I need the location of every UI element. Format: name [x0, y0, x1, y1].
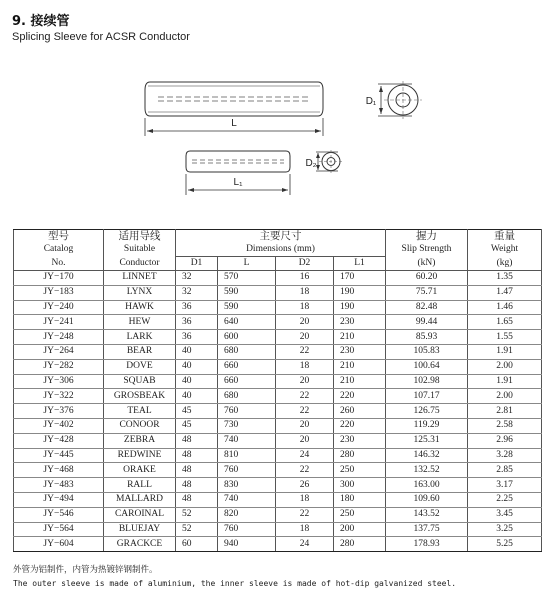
cell-weight: 1.47: [468, 285, 542, 300]
cell-d1: 60: [176, 537, 218, 552]
cell-slip: 100.64: [386, 359, 468, 374]
cell-l1: 280: [334, 537, 386, 552]
cell-weight: 2.25: [468, 492, 542, 507]
cell-d2: 18: [276, 300, 334, 315]
cell-conductor: TEAL: [104, 404, 176, 419]
cell-l1: 230: [334, 315, 386, 330]
table-row: [14, 463, 542, 478]
cell-l: 600: [218, 330, 276, 345]
cell-l1: 260: [334, 404, 386, 419]
table-row: [14, 344, 542, 359]
cell-catalog: JY−183: [14, 285, 104, 300]
table-row: [14, 374, 542, 389]
table-row: [14, 285, 542, 300]
table-row: [14, 271, 542, 286]
cell-conductor: LYNX: [104, 285, 176, 300]
cell-catalog: JY−170: [14, 271, 104, 286]
cell-d1: 48: [176, 433, 218, 448]
cell-d1: 36: [176, 330, 218, 345]
col-d1: D1: [176, 257, 218, 271]
col-catalog-en: Catalog: [14, 243, 104, 257]
cell-d2: 22: [276, 463, 334, 478]
cell-catalog: JY−564: [14, 522, 104, 537]
cell-conductor: LINNET: [104, 271, 176, 286]
cell-d2: 22: [276, 389, 334, 404]
table-row: [14, 389, 542, 404]
cell-d2: 26: [276, 478, 334, 493]
table-row: [14, 537, 542, 552]
cell-l1: 300: [334, 478, 386, 493]
cell-l: 810: [218, 448, 276, 463]
cell-l: 830: [218, 478, 276, 493]
cell-l: 940: [218, 537, 276, 552]
cell-weight: 3.25: [468, 522, 542, 537]
cell-d1: 48: [176, 492, 218, 507]
cell-weight: 5.25: [468, 537, 542, 552]
cell-catalog: JY−376: [14, 404, 104, 419]
cell-d1: 36: [176, 315, 218, 330]
cell-d1: 52: [176, 507, 218, 522]
cell-conductor: HAWK: [104, 300, 176, 315]
cell-weight: 1.46: [468, 300, 542, 315]
cell-l1: 200: [334, 522, 386, 537]
cell-slip: 146.32: [386, 448, 468, 463]
table-row: [14, 300, 542, 315]
cell-l: 760: [218, 404, 276, 419]
cell-l1: 190: [334, 285, 386, 300]
cell-d2: 22: [276, 344, 334, 359]
cell-l1: 210: [334, 330, 386, 345]
cell-catalog: JY−240: [14, 300, 104, 315]
table-row: [14, 433, 542, 448]
cell-slip: 178.93: [386, 537, 468, 552]
col-conductor-en: Suitable: [104, 243, 176, 257]
cell-catalog: JY−546: [14, 507, 104, 522]
cell-weight: 2.81: [468, 404, 542, 419]
cell-l1: 230: [334, 344, 386, 359]
cell-d2: 24: [276, 448, 334, 463]
cell-catalog: JY−306: [14, 374, 104, 389]
cell-l: 740: [218, 433, 276, 448]
cell-d1: 40: [176, 374, 218, 389]
cell-conductor: RALL: [104, 478, 176, 493]
cell-conductor: HEW: [104, 315, 176, 330]
cell-conductor: MALLARD: [104, 492, 176, 507]
cell-d1: 48: [176, 448, 218, 463]
cell-d1: 40: [176, 344, 218, 359]
cell-weight: 1.55: [468, 330, 542, 345]
cell-d2: 20: [276, 374, 334, 389]
cell-l1: 190: [334, 300, 386, 315]
cell-l1: 250: [334, 463, 386, 478]
col-l1: L1: [334, 257, 386, 271]
table-row: [14, 404, 542, 419]
cell-weight: 1.91: [468, 374, 542, 389]
cell-d2: 20: [276, 330, 334, 345]
cell-d2: 20: [276, 433, 334, 448]
cell-l1: 210: [334, 374, 386, 389]
col-d2: D2: [276, 257, 334, 271]
cell-conductor: CONOOR: [104, 418, 176, 433]
cell-d2: 24: [276, 537, 334, 552]
table-row: [14, 522, 542, 537]
cell-weight: 1.91: [468, 344, 542, 359]
cell-catalog: JY−264: [14, 344, 104, 359]
section-subtitle: Splicing Sleeve for ACSR Conductor: [12, 31, 190, 43]
footnote-zh: 外管为铝制件，内管为热镀锌钢制件。: [13, 565, 158, 575]
long-sleeve-end-view: [366, 81, 422, 119]
col-dimensions-en: Dimensions (mm): [176, 243, 386, 257]
table-row: [14, 418, 542, 433]
cell-d1: 45: [176, 404, 218, 419]
cell-l: 640: [218, 315, 276, 330]
cell-l: 820: [218, 507, 276, 522]
table-row: [14, 315, 542, 330]
cell-conductor: ORAKE: [104, 463, 176, 478]
cell-l: 680: [218, 389, 276, 404]
cell-slip: 75.71: [386, 285, 468, 300]
cell-l: 590: [218, 285, 276, 300]
cell-slip: 137.75: [386, 522, 468, 537]
cell-d1: 52: [176, 522, 218, 537]
spec-table: [13, 229, 542, 552]
cell-slip: 107.17: [386, 389, 468, 404]
cell-d1: 48: [176, 478, 218, 493]
table-row: [14, 448, 542, 463]
cell-l1: 210: [334, 359, 386, 374]
cell-d1: 36: [176, 300, 218, 315]
cell-weight: 2.85: [468, 463, 542, 478]
cell-l1: 280: [334, 448, 386, 463]
cell-catalog: JY−322: [14, 389, 104, 404]
short-sleeve-end-view: [305, 150, 343, 173]
cell-l1: 180: [334, 492, 386, 507]
cell-l: 570: [218, 271, 276, 286]
table-row: [14, 330, 542, 345]
cell-l1: 170: [334, 271, 386, 286]
cell-conductor: CAROINAL: [104, 507, 176, 522]
cell-slip: 119.29: [386, 418, 468, 433]
cell-catalog: JY−604: [14, 537, 104, 552]
cell-weight: 3.45: [468, 507, 542, 522]
col-weight-en: Weight: [468, 243, 542, 257]
cell-d2: 18: [276, 285, 334, 300]
cell-slip: 125.31: [386, 433, 468, 448]
col-catalog-zh: 型号: [14, 230, 104, 244]
cell-l: 760: [218, 522, 276, 537]
cell-catalog: JY−282: [14, 359, 104, 374]
cell-l: 730: [218, 418, 276, 433]
cell-conductor: ZEBRA: [104, 433, 176, 448]
long-dia-label: D₁: [365, 96, 377, 107]
cell-catalog: JY−428: [14, 433, 104, 448]
cell-slip: 99.44: [386, 315, 468, 330]
cell-slip: 109.60: [386, 492, 468, 507]
cell-catalog: JY−241: [14, 315, 104, 330]
cell-l: 590: [218, 300, 276, 315]
cell-l1: 220: [334, 389, 386, 404]
cell-l: 740: [218, 492, 276, 507]
long-length-label: L: [231, 118, 237, 129]
col-weight-zh: 重量: [468, 230, 542, 244]
cell-l1: 230: [334, 433, 386, 448]
col-slip-en: Slip Strength: [386, 243, 468, 257]
spec-table-body: [14, 271, 542, 552]
cell-catalog: JY−494: [14, 492, 104, 507]
cell-conductor: DOVE: [104, 359, 176, 374]
footnote-en: The outer sleeve is made of aluminium, the inner sleeve is made of hot-dip galvanized steel.: [13, 579, 457, 588]
cell-slip: 102.98: [386, 374, 468, 389]
col-weight-unit: (kg): [468, 257, 542, 271]
cell-slip: 126.75: [386, 404, 468, 419]
cell-conductor: BEAR: [104, 344, 176, 359]
col-conductor-unit: Conductor: [104, 257, 176, 271]
cell-catalog: JY−248: [14, 330, 104, 345]
cell-d2: 18: [276, 492, 334, 507]
cell-slip: 105.83: [386, 344, 468, 359]
cell-conductor: GROSBEAK: [104, 389, 176, 404]
cell-weight: 2.00: [468, 389, 542, 404]
col-catalog-unit: No.: [14, 257, 104, 271]
short-length-label: L₁: [233, 177, 243, 188]
cell-d2: 18: [276, 359, 334, 374]
cell-l: 660: [218, 359, 276, 374]
cell-conductor: LARK: [104, 330, 176, 345]
cell-slip: 85.93: [386, 330, 468, 345]
cell-d2: 20: [276, 315, 334, 330]
section-header: [12, 10, 190, 43]
table-row: [14, 492, 542, 507]
cell-conductor: SQUAB: [104, 374, 176, 389]
cell-l: 660: [218, 374, 276, 389]
cell-l: 760: [218, 463, 276, 478]
cell-catalog: JY−468: [14, 463, 104, 478]
cell-weight: 2.58: [468, 418, 542, 433]
cell-d1: 45: [176, 418, 218, 433]
cell-weight: 2.00: [468, 359, 542, 374]
cell-conductor: GRACKCE: [104, 537, 176, 552]
cell-slip: 60.20: [386, 271, 468, 286]
cell-d1: 32: [176, 271, 218, 286]
cell-d1: 40: [176, 389, 218, 404]
table-row: [14, 507, 542, 522]
short-dia-label: D₂: [305, 158, 317, 169]
cell-d1: 32: [176, 285, 218, 300]
table-row: [14, 478, 542, 493]
cell-l: 680: [218, 344, 276, 359]
cell-catalog: JY−445: [14, 448, 104, 463]
cell-weight: 1.35: [468, 271, 542, 286]
col-conductor-zh: 适用导线: [104, 230, 176, 244]
cell-conductor: BLUEJAY: [104, 522, 176, 537]
cell-catalog: JY−483: [14, 478, 104, 493]
cell-d1: 48: [176, 463, 218, 478]
cell-l1: 250: [334, 507, 386, 522]
cell-d2: 16: [276, 271, 334, 286]
cell-weight: 2.96: [468, 433, 542, 448]
cell-catalog: JY−402: [14, 418, 104, 433]
col-dimensions-zh: 主要尺寸: [176, 230, 386, 244]
cell-d2: 20: [276, 418, 334, 433]
cell-slip: 132.52: [386, 463, 468, 478]
cell-d2: 18: [276, 522, 334, 537]
cell-weight: 3.28: [468, 448, 542, 463]
cell-weight: 3.17: [468, 478, 542, 493]
cell-l1: 220: [334, 418, 386, 433]
col-slip-zh: 握力: [386, 230, 468, 244]
section-title: 9. 接续管: [12, 14, 70, 29]
cell-weight: 1.65: [468, 315, 542, 330]
cell-slip: 163.00: [386, 478, 468, 493]
col-slip-unit: (kN): [386, 257, 468, 271]
cell-conductor: REDWINE: [104, 448, 176, 463]
col-l: L: [218, 257, 276, 271]
cell-slip: 82.48: [386, 300, 468, 315]
cell-slip: 143.52: [386, 507, 468, 522]
sleeve-drawings: [0, 60, 553, 210]
long-sleeve-drawing: [145, 82, 323, 136]
short-sleeve-drawing: [186, 151, 290, 195]
cell-d1: 40: [176, 359, 218, 374]
table-row: [14, 359, 542, 374]
cell-d2: 22: [276, 404, 334, 419]
cell-d2: 22: [276, 507, 334, 522]
